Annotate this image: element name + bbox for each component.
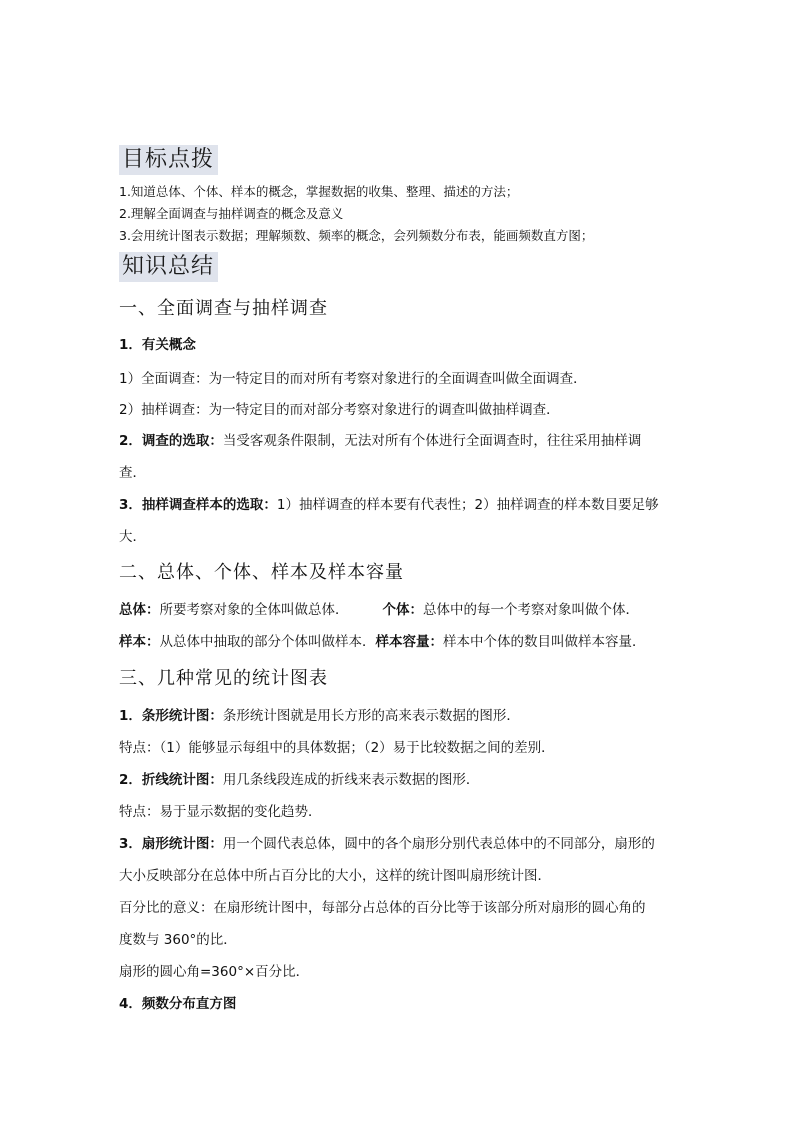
percent-meaning-cont: 度数与 360°的比．	[119, 932, 237, 948]
percent-meaning: 百分比的意义：在扇形统计图中，每部分占总体的百分比等于该部分所对扇形的圆心角的	[119, 900, 646, 916]
pie-chart-def-cont: 大小反映部分在总体中所占百分比的大小，这样的统计图叫扇形统计图．	[119, 868, 551, 884]
goals-section-title: 目标点拨	[119, 145, 218, 175]
summary-section-title: 知识总结	[119, 252, 218, 282]
population-individual-line: 总体：所要考察对象的全体叫做总体． 个体：总体中的每一个考察对象叫做个体．	[119, 602, 639, 618]
survey-choice-cont: 查．	[119, 465, 146, 481]
central-angle-formula: 扇形的圆心角=360°×百分比．	[119, 964, 310, 980]
pie-chart-def: 3．扇形统计图：用一个圆代表总体，圆中的各个扇形分别代表总体中的不同部分，扇形的	[119, 836, 655, 852]
goal-item-2: 2.理解全面调查与抽样调查的概念及意义	[119, 206, 344, 221]
line-chart-def: 2．折线统计图：用几条线段连成的折线来表示数据的图形．	[119, 772, 480, 788]
concepts-label: 1．有关概念	[119, 337, 196, 353]
line-chart-feature: 特点：易于显示数据的变化趋势．	[119, 804, 322, 820]
bar-chart-def: 1．条形统计图：条形统计图就是用长方形的高来表示数据的图形．	[119, 708, 520, 724]
survey-choice: 2．调查的选取：当受客观条件限制，无法对所有个体进行全面调查时，往往采用抽样调	[119, 433, 642, 449]
part2-heading: 二、总体、个体、样本及样本容量	[119, 562, 404, 583]
sample-size-line: 样本：从总体中抽取的部分个体叫做样本．样本容量：样本中个体的数目叫做样本容量．	[119, 634, 646, 650]
sample-selection-cont: 大．	[119, 529, 146, 545]
histogram-label: 4．频数分布直方图	[119, 996, 237, 1012]
bar-chart-feature: 特点：（1）能够显示每组中的具体数据；（2）易于比较数据之间的差别．	[119, 740, 555, 756]
goal-item-3: 3.会用统计图表示数据；理解频数、频率的概念，会列频数分布表，能画频数直方图；	[119, 228, 594, 243]
part1-heading: 一、全面调查与抽样调查	[119, 298, 328, 319]
goal-item-1: 1.知道总体、个体、样本的概念，掌握数据的收集、整理、描述的方法；	[119, 184, 519, 199]
sample-selection: 3．抽样调查样本的选取：1）抽样调查的样本要有代表性；2）抽样调查的样本数目要足够	[119, 497, 659, 513]
part3-heading: 三、几种常见的统计图表	[119, 668, 328, 689]
def-full-survey: 1）全面调查：为一特定目的而对所有考察对象进行的全面调查叫做全面调查．	[119, 371, 587, 387]
def-sample-survey: 2）抽样调查：为一特定目的而对部分考察对象进行的调查叫做抽样调查．	[119, 402, 560, 418]
